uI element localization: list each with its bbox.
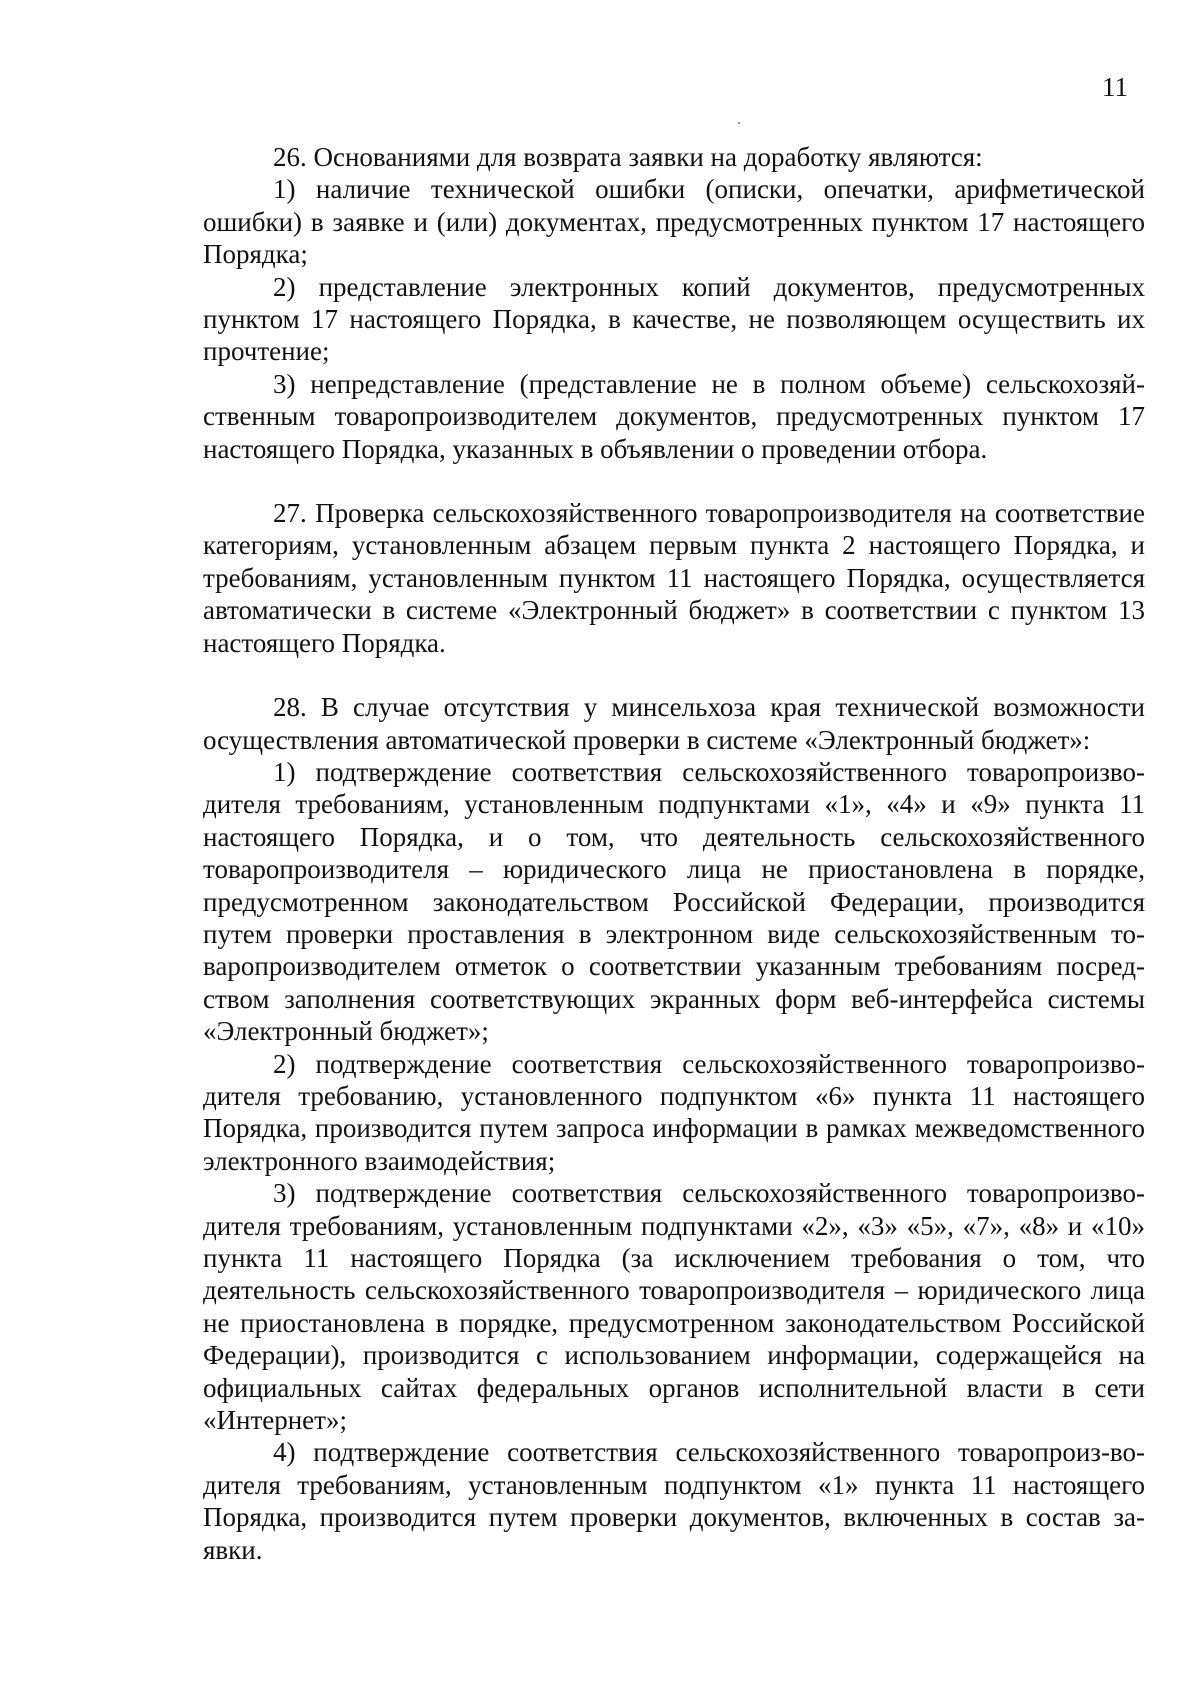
scan-speck	[738, 122, 740, 124]
section-28-item-2: 2) подтверждение соответствия сельскохозяйственного товаропроизводителя требованию, установленного подпунктом «6» пункта 11 настоящего Порядка, производится путем запроса информации в рамках межведомственного электронного взаимодействия;	[203, 1048, 1145, 1176]
section-26	[203, 141, 1145, 465]
section-26-item-3: 3) непредставление (представление не в полном объеме) сельскохозяйственным товаропроизводителем документов, предусмотренных пунктом 17 настоящего Порядка, указанных в объявлении о проведении отбора.	[203, 368, 1145, 464]
page-number: 11	[1102, 72, 1128, 102]
paragraph-gap	[203, 659, 1145, 691]
section-28-item-4: 4) подтверждение соответствия сельскохозяйственного товаропроиз-водителя требованиям, установленным подпунктом «1» пункта 11 настоящего Порядка, производится путем проверки документов, включенных в состав заявки.	[203, 1437, 1145, 1565]
section-26-item-1: 1) наличие технической ошибки (описки, опечатки, арифметической ошибки) в заявке и (или) документах, предусмотренных пунктом 17 настоящего Порядка;	[203, 174, 1145, 270]
section-28-item-3: 3) подтверждение соответствия сельскохозяйственного товаропроизводителя требованиям, установленным подпунктами «2», «3» «5», «7», «8» и «10» пункта 11 настоящего Порядка (за исключением требования о том, что деятельность сельскохозяйственного товаропроизводителя – юридического лица не приостановлена в порядке, предусмотренном законодательством Российской Федерации), производится с использованием информации, содержащейся на официальных сайтах федеральных органов исполнительной власти в сети «Интернет»;	[203, 1178, 1145, 1436]
document-body	[203, 141, 1145, 1566]
section-28-item-1: 1) подтверждение соответствия сельскохозяйственного товаропроизводителя требованиям, установленным подпунктами «1», «4» и «9» пункта 11 настоящего Порядка, и о том, что деятельность сельскохозяйственного товаропроизводителя – юридического лица не приостановлена в порядке, предусмотренном законодательством Российской Федерации, производится путем проверки проставления в электронном виде сельскохозяйственным товаропроизводителем отметок о соответствии указанным требованиям посредством заполнения соответствующих экранных форм веб-интерфейса системы «Электронный бюджет»;	[203, 756, 1145, 1047]
section-27-text: 27. Проверка сельскохозяйственного товаропроизводителя на соответствие категориям, установленным абзацем первым пункта 2 настоящего Порядка, и требованиям, установленным пунктом 11 настоящего Порядка, осуществляется автоматически в системе «Электронный бюджет» в соответствии с пунктом 13 настоящего Порядка.	[203, 498, 1145, 658]
section-28	[203, 691, 1145, 1566]
section-28-heading: 28. В случае отсутствия у минсельхоза края технической возможности осуществления автоматической проверки в системе «Электронный бюджет»:	[203, 692, 1145, 755]
section-27	[203, 497, 1145, 659]
paragraph-gap	[203, 465, 1145, 497]
section-26-item-2: 2) представление электронных копий документов, предусмотренных пунктом 17 настоящего Порядка, в качестве, не позволяющем осуществить их прочтение;	[203, 271, 1145, 367]
section-26-heading: 26. Основаниями для возврата заявки на доработку являются:	[273, 142, 983, 172]
